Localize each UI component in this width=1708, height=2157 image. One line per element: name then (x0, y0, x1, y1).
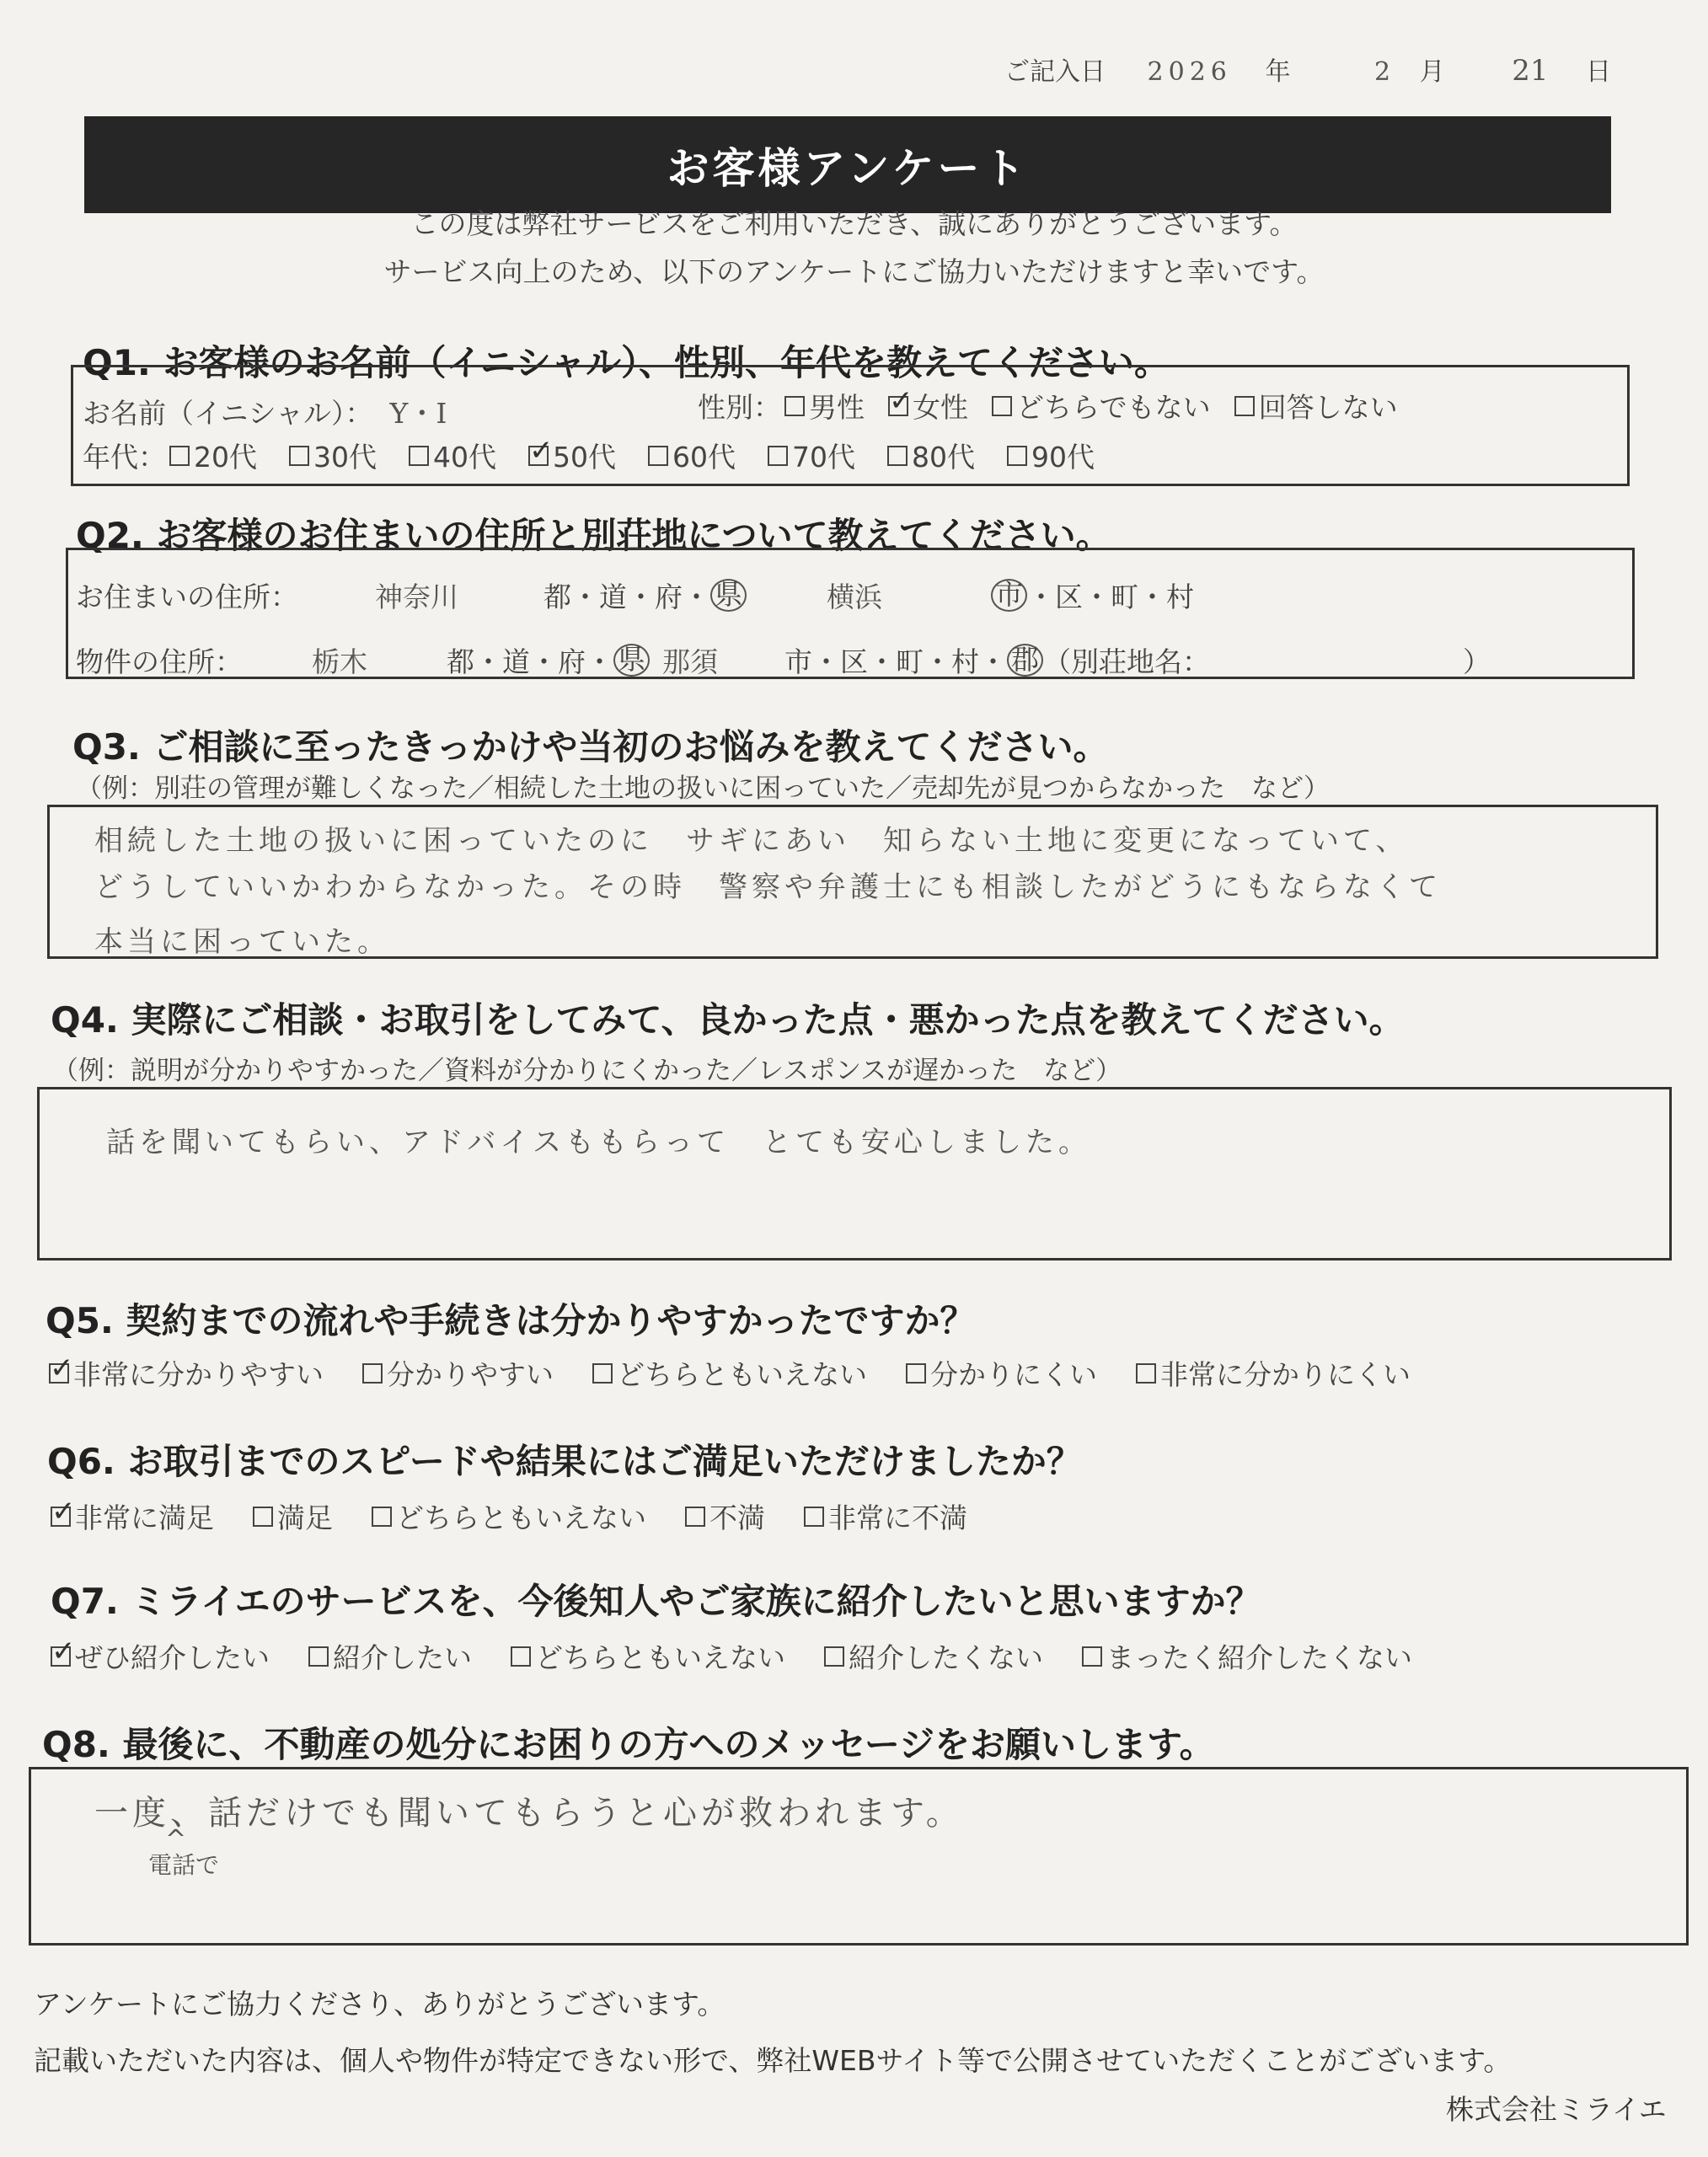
footer-notice: 記載いただいた内容は、個人や物件が特定できない形で、弊社WEBサイト等で公開させていただくことがございます。 (34, 2044, 1512, 2077)
q8-insertion: 電話で (148, 1851, 220, 1879)
q7-option[interactable] (308, 1636, 472, 1676)
checked-checkbox-icon[interactable] (49, 1363, 69, 1384)
age-option[interactable] (169, 436, 257, 475)
q5-option[interactable] (1136, 1353, 1411, 1393)
checkbox-icon[interactable] (784, 396, 805, 416)
intro-line-2: サービス向上のため、以下のアンケートにご協力いただけますと幸いです。 (383, 255, 1325, 288)
gender-option-label: どちらでもない (1016, 391, 1211, 424)
q6-option[interactable] (685, 1496, 765, 1536)
intro-line-1: この度は弊社サービスをご利用いただき、誠にありがとうございます。 (410, 207, 1298, 240)
property-address-row (76, 640, 1491, 680)
date-month: 2 (1374, 57, 1391, 87)
date-day: 21 (1512, 54, 1549, 88)
checkbox-icon[interactable] (592, 1363, 613, 1384)
age-option-label: 30代 (313, 441, 377, 474)
date-day-unit: 日 (1586, 57, 1611, 87)
q6-option-label: 非常に満足 (75, 1501, 214, 1534)
q7-options (51, 1636, 1412, 1676)
q6-option[interactable] (372, 1496, 646, 1536)
checkbox-icon[interactable] (511, 1646, 531, 1667)
q1-name-row (83, 392, 447, 431)
checkbox-icon[interactable] (1007, 446, 1027, 466)
q5-option[interactable] (49, 1353, 324, 1393)
q4-answer-box (37, 1087, 1672, 1260)
gender-option-label: 男性 (809, 391, 865, 424)
age-option-label: 50代 (553, 441, 616, 474)
q7-option[interactable] (511, 1636, 785, 1676)
property-city-value: 那須 (662, 645, 718, 678)
checkbox-icon[interactable] (253, 1507, 273, 1527)
property-pref-selected: 県 (613, 644, 650, 677)
q6-option[interactable] (51, 1496, 214, 1536)
q3-question: Q3. ご相談に至ったきっかけや当初のお悩みを教えてください。 (72, 726, 1109, 768)
property-city-selected: 郡 (1007, 644, 1043, 677)
q5-option[interactable] (362, 1353, 554, 1393)
checked-checkbox-icon[interactable] (888, 396, 908, 416)
gender-option[interactable] (1234, 386, 1398, 426)
footer-thanks: アンケートにご協力くださり、ありがとうございます。 (34, 1988, 725, 2021)
q6-option-label: 満足 (277, 1501, 333, 1534)
q6-option[interactable] (253, 1496, 333, 1536)
property-pref-value: 栃木 (312, 645, 367, 678)
q5-option[interactable] (592, 1353, 867, 1393)
home-address-row (76, 575, 1194, 615)
q3-answer-line-3: 本当に困っていた。 (94, 925, 390, 959)
date-month-unit: 月 (1419, 57, 1445, 87)
checkbox-icon[interactable] (992, 396, 1012, 416)
date-label: ご記入日 (1004, 57, 1106, 87)
footer-company: 株式会社ミライエ (1446, 2093, 1667, 2126)
checked-checkbox-icon[interactable] (528, 446, 549, 466)
gender-option-label: 回答しない (1258, 391, 1398, 424)
q5-option-label: どちらともいえない (617, 1358, 867, 1391)
q7-question: Q7. ミライエのサービスを、今後知人やご家族に紹介したいと思いますか？ (51, 1581, 1261, 1622)
age-option-label: 40代 (433, 441, 496, 474)
checkbox-icon[interactable] (409, 446, 429, 466)
checkbox-icon[interactable] (289, 446, 309, 466)
q4-example: （例：説明が分かりやすかった／資料が分かりにくかった／レスポンスが遅かった など） (52, 1056, 1122, 1086)
checkbox-icon[interactable] (648, 446, 668, 466)
checkbox-icon[interactable] (1234, 396, 1255, 416)
q8-question: Q8. 最後に、不動産の処分にお困りの方へのメッセージをお願いします。 (42, 1724, 1215, 1765)
checked-checkbox-icon[interactable] (51, 1646, 71, 1667)
age-option[interactable] (768, 436, 855, 475)
date-year: 2026 (1147, 57, 1232, 87)
checkbox-icon[interactable] (804, 1507, 824, 1527)
age-option-label: 20代 (194, 441, 257, 474)
home-pref-value: 神奈川 (375, 581, 458, 613)
checkbox-icon[interactable] (906, 1363, 926, 1384)
checkbox-icon[interactable] (768, 446, 788, 466)
checkbox-icon[interactable] (169, 446, 190, 466)
age-option-label: 70代 (792, 441, 855, 474)
q7-option[interactable] (51, 1636, 270, 1676)
q6-options (51, 1496, 967, 1536)
property-city-types: 市・区・町・村・ (784, 645, 1007, 678)
q7-option-label: 紹介したい (333, 1641, 472, 1674)
q3-example: （例：別荘の管理が難しくなった／相続した土地の扱いに困っていた／売却先が見つからなかった など） (76, 773, 1330, 804)
q4-question: Q4. 実際にご相談・お取引をしてみて、良かった点・悪かった点を教えてください。 (51, 999, 1405, 1041)
checkbox-icon[interactable] (308, 1646, 329, 1667)
age-option-label: 90代 (1031, 441, 1095, 474)
age-option[interactable] (1007, 436, 1095, 475)
q6-question: Q6. お取引までのスピードや結果にはご満足いただけましたか？ (47, 1441, 1082, 1482)
age-option[interactable] (528, 436, 616, 475)
q1-age-row (83, 436, 1095, 475)
gender-option-label: 女性 (913, 391, 968, 424)
age-option[interactable] (289, 436, 377, 475)
resort-label: （別荘地名： (1043, 645, 1210, 678)
q7-option-label: どちらともいえない (535, 1641, 785, 1674)
entry-date (1004, 51, 1611, 88)
q4-answer: 話を聞いてもらい、アドバイスももらって とても安心しました。 (106, 1126, 1091, 1159)
checkbox-icon[interactable] (824, 1646, 844, 1667)
property-pref-types: 都・道・府・ (447, 645, 613, 678)
gender-option[interactable] (888, 386, 968, 426)
age-option-label: 80代 (912, 441, 975, 474)
gender-label: 性別： (698, 391, 781, 424)
q7-option-label: まったく紹介したくない (1106, 1641, 1412, 1674)
q6-option-label: 不満 (709, 1501, 765, 1534)
survey-title: お客様アンケート (84, 116, 1611, 213)
age-option[interactable] (648, 436, 736, 475)
property-label: 物件の住所： (76, 645, 243, 678)
checkbox-icon[interactable] (1136, 1363, 1156, 1384)
q1-question: Q1. お客様のお名前（イニシャル）、性別、年代を教えてください。 (83, 342, 1170, 383)
home-city-types: ・区・町・村 (1027, 581, 1194, 613)
q7-option[interactable] (1082, 1636, 1412, 1676)
gender-option[interactable] (992, 386, 1211, 426)
q5-option-label: 分かりにくい (930, 1358, 1097, 1391)
home-label: お住まいの住所： (76, 581, 298, 613)
q6-option-label: 非常に不満 (828, 1501, 967, 1534)
checkbox-icon[interactable] (685, 1507, 705, 1527)
gender-option[interactable] (784, 386, 865, 426)
insertion-caret-icon: ^ (165, 1825, 187, 1855)
q6-option-label: どちらともいえない (396, 1501, 646, 1534)
q6-option[interactable] (804, 1496, 967, 1536)
checkbox-icon[interactable] (887, 446, 908, 466)
age-option-label: 60代 (672, 441, 736, 474)
name-value: Y・I (389, 397, 447, 430)
q7-option[interactable] (824, 1636, 1043, 1676)
q5-options (49, 1353, 1411, 1393)
name-label: お名前（イニシャル）： (83, 397, 373, 430)
q3-answer-line-2: どうしていいかわからなかった。その時 警察や弁護士にも相談したがどうにもならなくて (94, 870, 1442, 904)
q2-question: Q2. お客様のお住まいの住所と別荘地について教えてください。 (76, 515, 1111, 556)
age-option[interactable] (887, 436, 975, 475)
checkbox-icon[interactable] (372, 1507, 392, 1527)
q8-answer: 一度、話だけでも聞いてもらうと心が救われます。 (94, 1794, 964, 1833)
age-option[interactable] (409, 436, 496, 475)
resort-close: ） (1463, 645, 1491, 678)
home-pref-types: 都・道・府・ (543, 581, 710, 613)
q5-question: Q5. 契約までの流れや手続きは分かりやすかったですか？ (46, 1300, 976, 1341)
age-label: 年代： (83, 441, 166, 474)
home-pref-selected: 県 (710, 579, 747, 612)
date-year-unit: 年 (1265, 57, 1291, 87)
q7-option-label: 紹介したくない (849, 1641, 1043, 1674)
q5-option[interactable] (906, 1353, 1097, 1393)
q5-option-label: 分かりやすい (387, 1358, 554, 1391)
q5-option-label: 非常に分かりにくい (1160, 1358, 1411, 1391)
checkbox-icon[interactable] (362, 1363, 383, 1384)
home-city-value: 横浜 (827, 581, 882, 613)
q1-gender-row (698, 386, 1398, 426)
q7-option-label: ぜひ紹介したい (75, 1641, 270, 1674)
checkbox-icon[interactable] (1082, 1646, 1102, 1667)
home-city-selected: 市 (991, 579, 1027, 612)
checked-checkbox-icon[interactable] (51, 1507, 71, 1527)
q5-option-label: 非常に分かりやすい (73, 1358, 324, 1391)
q3-answer-line-1: 相続した土地の扱いに困っていたのに サギにあい 知らない土地に変更になっていて、 (94, 824, 1409, 858)
